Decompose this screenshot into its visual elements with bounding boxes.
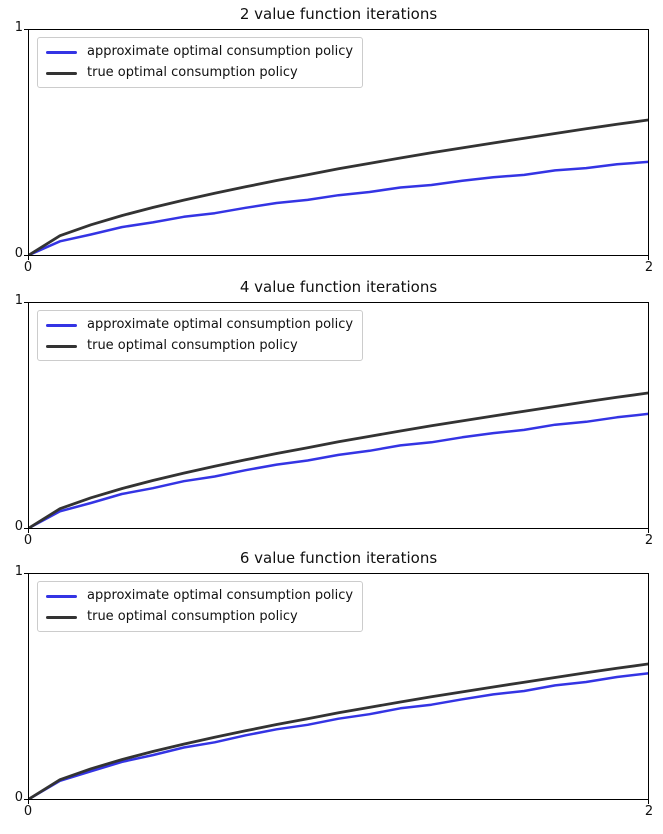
approximate-line-swatch-icon — [46, 595, 77, 598]
approximate-line-swatch-icon — [46, 324, 77, 327]
true-line-swatch-icon — [46, 345, 77, 348]
subplot-2-xtick-0: 0 — [23, 533, 33, 548]
tick-mark — [24, 573, 28, 574]
tick-mark — [28, 256, 29, 260]
legend-label-true: true optimal consumption policy — [87, 609, 298, 624]
true-line-swatch-icon — [46, 72, 77, 75]
subplot-1-xtick-2: 2 — [644, 260, 654, 275]
tick-mark — [24, 29, 28, 30]
subplot-3-legend — [37, 581, 363, 632]
legend-item-approximate — [46, 588, 353, 604]
subplot-2-title: 4 value function iterations — [239, 278, 438, 296]
subplot-1-ytick-0: 0 — [14, 246, 23, 261]
legend-item-true — [46, 338, 353, 354]
subplot-2-ytick-1: 1 — [14, 293, 23, 308]
tick-mark — [28, 529, 29, 533]
subplot-2 — [0, 277, 663, 547]
legend-label-approximate: approximate optimal consumption policy — [87, 588, 354, 603]
subplot-1-xtick-0: 0 — [23, 260, 33, 275]
subplot-3-ytick-0: 0 — [14, 790, 23, 805]
subplot-1-title: 2 value function iterations — [239, 5, 438, 23]
tick-mark — [648, 529, 649, 533]
legend-item-true — [46, 609, 353, 625]
subplot-2-ytick-0: 0 — [14, 519, 23, 534]
subplot-1-ytick-1: 1 — [14, 20, 23, 35]
subplot-2-axes — [28, 302, 649, 529]
legend-label-true: true optimal consumption policy — [87, 338, 298, 353]
true-line-swatch-icon — [46, 616, 77, 619]
legend-label-approximate: approximate optimal consumption policy — [87, 44, 354, 59]
subplot-3-xtick-0: 0 — [23, 804, 33, 819]
tick-mark — [648, 256, 649, 260]
subplot-1 — [0, 4, 663, 274]
legend-label-true: true optimal consumption policy — [87, 65, 298, 80]
subplot-1-legend — [37, 37, 363, 88]
legend-item-approximate — [46, 317, 353, 333]
subplot-3-ytick-1: 1 — [14, 564, 23, 579]
tick-mark — [24, 302, 28, 303]
legend-item-approximate — [46, 44, 353, 60]
approximate-line-swatch-icon — [46, 51, 77, 54]
subplot-2-xtick-2: 2 — [644, 533, 654, 548]
subplot-1-axes — [28, 29, 649, 256]
subplot-2-legend — [37, 310, 363, 361]
tick-mark — [28, 800, 29, 804]
subplot-3-xtick-2: 2 — [644, 804, 654, 819]
subplot-3-axes — [28, 573, 649, 800]
subplot-3 — [0, 548, 663, 818]
tick-mark — [648, 800, 649, 804]
legend-label-approximate: approximate optimal consumption policy — [87, 317, 354, 332]
legend-item-true — [46, 65, 353, 81]
subplot-3-title: 6 value function iterations — [239, 549, 438, 567]
